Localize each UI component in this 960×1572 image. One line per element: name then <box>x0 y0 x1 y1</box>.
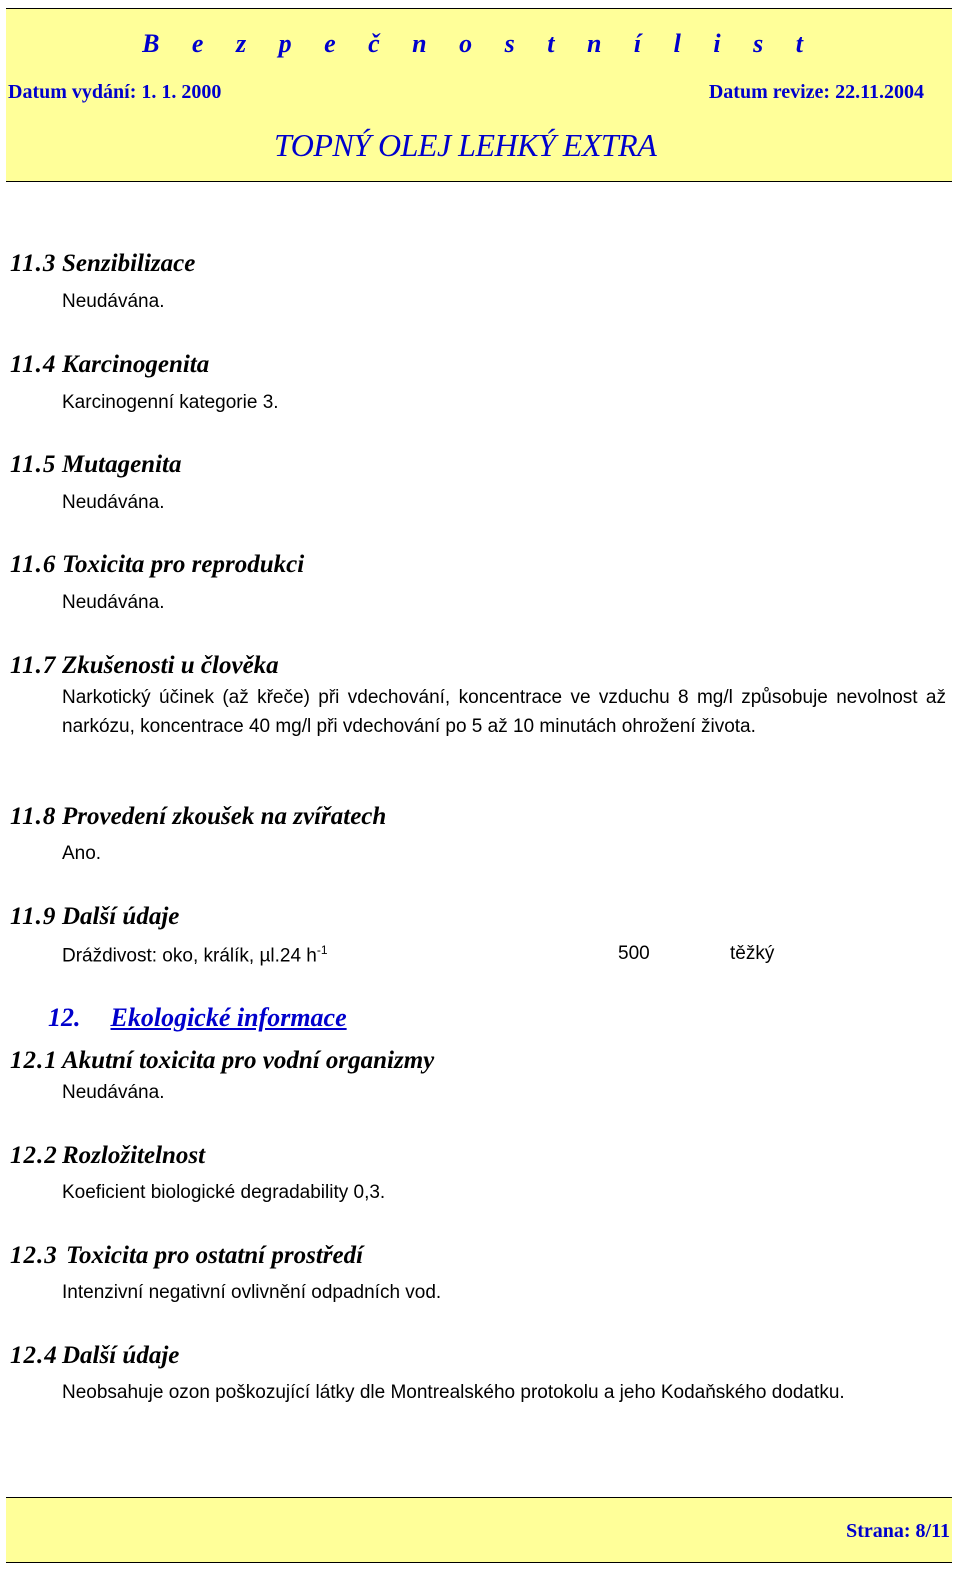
section-heading-12-1 <box>10 1047 434 1075</box>
section-title: Karcinogenita <box>62 351 210 378</box>
section-heading-12-3 <box>10 1242 363 1270</box>
page-number: Strana: 8/11 <box>846 1520 950 1542</box>
irritation-value: 500 <box>618 943 650 964</box>
product-name: TOPNÝ OLEJ LEHKÝ EXTRA <box>274 127 657 163</box>
section-heading-12-4 <box>10 1342 179 1370</box>
chapter-heading-12 <box>48 1003 347 1033</box>
section-text-11-7: Narkotický účinek (až křeče) při vdechování, koncentrace ve vzduchu 8 mg/l způsobuje nevolnost až narkózu, koncentrace 40 mg/l při vdechování po 5 až 10 minutách ohrožení života. <box>62 687 946 737</box>
section-heading-11-6 <box>10 551 304 579</box>
section-number: 12.3 <box>10 1242 58 1269</box>
section-title: Další údaje <box>62 1342 180 1369</box>
section-heading-11-4 <box>10 351 209 379</box>
section-heading-11-5 <box>10 451 181 479</box>
section-heading-12-2 <box>10 1142 205 1170</box>
section-title: Rozložitelnost <box>62 1142 206 1169</box>
irritation-text: Dráždivost: oko, králík, µl.24 h <box>62 945 317 967</box>
irritation-description <box>62 943 328 967</box>
section-number: 11.3 <box>10 250 57 277</box>
unit-exponent: -1 <box>316 943 328 957</box>
section-text-12-2: Koeficient biologické degradability 0,3. <box>62 1182 386 1203</box>
section-number: 12.2 <box>10 1142 58 1169</box>
irritation-severity: těžký <box>730 943 775 964</box>
section-title: Provedení zkoušek na zvířatech <box>62 803 387 830</box>
section-number: 11.9 <box>10 903 57 930</box>
issue-date: Datum vydání: 1. 1. 2000 <box>8 81 222 103</box>
section-title: Akutní toxicita pro vodní organizmy <box>62 1047 435 1074</box>
document-title: B e z p e č n o s t n í l i s t <box>142 29 816 58</box>
section-number: 11.4 <box>10 351 57 378</box>
section-number: 11.8 <box>10 803 57 830</box>
revision-date: Datum revize: 22.11.2004 <box>708 81 924 103</box>
section-text-11-5: Neudávána. <box>62 492 165 513</box>
section-text-12-3: Intenzivní negativní ovlivnění odpadních vod. <box>62 1282 442 1303</box>
section-text-11-6: Neudávána. <box>62 592 165 613</box>
section-heading-11-8 <box>10 803 386 831</box>
section-number: 11.6 <box>10 551 57 578</box>
section-number: 11.5 <box>10 451 57 478</box>
section-title: Senzibilizace <box>62 250 196 277</box>
section-text-12-1: Neudávána. <box>62 1082 165 1103</box>
document-footer <box>6 1498 952 1563</box>
section-text-11-3: Neudávána. <box>62 291 165 312</box>
section-title: Zkušenosti u člověka <box>62 652 279 679</box>
section-heading-11-7 <box>10 652 279 680</box>
section-heading-11-9 <box>10 903 179 931</box>
section-title: Další údaje <box>62 903 180 930</box>
section-text-11-8: Ano. <box>62 843 102 864</box>
section-title: Toxicita pro reprodukci <box>62 551 305 578</box>
section-title: Toxicita pro ostatní prostředí <box>66 1242 364 1269</box>
chapter-number: 12. <box>48 1003 81 1032</box>
section-text-12-4: Neobsahuje ozon poškozující látky dle Montrealského protokolu a jeho Kodaňského dodatku. <box>62 1382 845 1403</box>
section-heading-11-3 <box>10 250 195 278</box>
section-title: Mutagenita <box>62 451 182 478</box>
section-number: 11.7 <box>10 652 57 679</box>
chapter-title: Ekologické informace <box>110 1003 347 1032</box>
section-text-11-4: Karcinogenní kategorie 3. <box>62 392 279 413</box>
section-number: 12.1 <box>10 1047 58 1074</box>
section-number: 12.4 <box>10 1342 58 1369</box>
document-header <box>6 8 952 182</box>
